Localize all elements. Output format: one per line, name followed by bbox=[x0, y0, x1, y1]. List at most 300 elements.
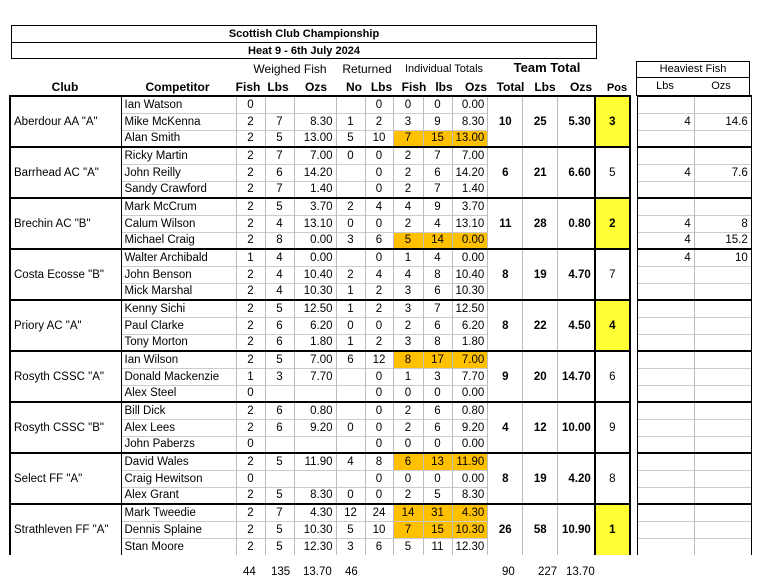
spacer-cell bbox=[630, 368, 638, 385]
header-lbs: Lbs bbox=[267, 80, 289, 94]
individual-fish: 2 bbox=[393, 215, 423, 232]
team-total-ozs: 5.30 bbox=[558, 96, 595, 147]
individual-ozs: 11.90 bbox=[452, 453, 488, 470]
total-lbs: 135 bbox=[271, 566, 291, 578]
individual-fish: 14 bbox=[393, 504, 423, 521]
competitor-name: Ricky Martin bbox=[121, 147, 236, 164]
heaviest-fish-lbs bbox=[637, 521, 694, 538]
team-total-ozs: 4.70 bbox=[558, 249, 595, 300]
spacer-cell bbox=[630, 96, 638, 113]
individual-ozs: 12.50 bbox=[452, 300, 488, 317]
weighed-ozs: 12.30 bbox=[294, 538, 336, 555]
heaviest-fish-ozs: 14.6 bbox=[694, 113, 751, 130]
heaviest-fish-lbs: 4 bbox=[637, 215, 694, 232]
weighed-ozs: 7.00 bbox=[294, 351, 336, 368]
table-row bbox=[10, 351, 751, 368]
individual-fish: 3 bbox=[393, 113, 423, 130]
returned-no: 4 bbox=[336, 453, 365, 470]
weighed-fish: 0 bbox=[236, 436, 265, 453]
heaviest-fish-lbs: 4 bbox=[637, 249, 694, 266]
table-row bbox=[10, 147, 751, 164]
table-row bbox=[10, 402, 751, 419]
weighed-ozs: 7.00 bbox=[294, 147, 336, 164]
heaviest-fish-ozs bbox=[694, 283, 751, 300]
weighed-lbs: 5 bbox=[265, 538, 294, 555]
header-ind-fish: Fish bbox=[401, 80, 427, 94]
individual-fish: 5 bbox=[393, 538, 423, 555]
returned-lbs: 2 bbox=[365, 283, 393, 300]
returned-no bbox=[336, 249, 365, 266]
team-position: 1 bbox=[595, 504, 630, 555]
header-weighed-fish: Weighed Fish bbox=[253, 62, 327, 76]
team-total-lbs: 19 bbox=[523, 453, 558, 504]
weighed-ozs: 8.30 bbox=[294, 113, 336, 130]
table-row bbox=[10, 368, 751, 385]
weighed-lbs: 6 bbox=[265, 317, 294, 334]
weighed-fish: 2 bbox=[236, 351, 265, 368]
heaviest-fish-ozs bbox=[694, 402, 751, 419]
heaviest-fish-ozs bbox=[694, 147, 751, 164]
heaviest-fish-ozs: 10 bbox=[694, 249, 751, 266]
weighed-ozs: 8.30 bbox=[294, 487, 336, 504]
weighed-lbs: 3 bbox=[265, 368, 294, 385]
returned-lbs: 0 bbox=[365, 487, 393, 504]
weighed-ozs: 10.30 bbox=[294, 521, 336, 538]
weighed-ozs bbox=[294, 470, 336, 487]
team-total-ozs: 0.80 bbox=[558, 198, 595, 249]
spacer-cell bbox=[630, 198, 638, 215]
weighed-fish: 2 bbox=[236, 487, 265, 504]
heaviest-fish-ozs bbox=[694, 317, 751, 334]
individual-fish: 5 bbox=[393, 232, 423, 249]
individual-ozs: 8.30 bbox=[452, 487, 488, 504]
heaviest-fish-title: Heaviest Fish bbox=[637, 62, 749, 78]
returned-lbs: 2 bbox=[365, 113, 393, 130]
total-team-count: 90 bbox=[502, 566, 515, 578]
weighed-fish: 2 bbox=[236, 147, 265, 164]
returned-lbs: 6 bbox=[365, 538, 393, 555]
heaviest-fish-ozs bbox=[694, 504, 751, 521]
weighed-lbs: 6 bbox=[265, 419, 294, 436]
team-total-lbs: 21 bbox=[523, 147, 558, 198]
heaviest-fish-lbs bbox=[637, 317, 694, 334]
individual-ozs: 7.00 bbox=[452, 147, 488, 164]
spacer-cell bbox=[630, 504, 638, 521]
heaviest-fish-lbs bbox=[637, 436, 694, 453]
header-individual-totals: Individual Totals bbox=[404, 63, 484, 75]
heaviest-fish-ozs bbox=[694, 96, 751, 113]
weighed-lbs: 7 bbox=[265, 147, 294, 164]
table-row bbox=[10, 164, 751, 181]
individual-ozs: 1.80 bbox=[452, 334, 488, 351]
returned-no: 5 bbox=[336, 130, 365, 147]
weighed-lbs: 5 bbox=[265, 487, 294, 504]
competitor-name: Alex Lees bbox=[121, 419, 236, 436]
heaviest-fish-ozs bbox=[694, 453, 751, 470]
competitor-name: Alex Steel bbox=[121, 385, 236, 402]
results-table bbox=[9, 95, 752, 555]
competitor-name: Mark McCrum bbox=[121, 198, 236, 215]
club-name: Select FF "A" bbox=[10, 453, 121, 504]
header-team-ozs: Ozs bbox=[569, 80, 592, 94]
club-name: Priory AC "A" bbox=[10, 300, 121, 351]
individual-lbs: 6 bbox=[423, 402, 452, 419]
individual-fish: 2 bbox=[393, 147, 423, 164]
returned-no: 2 bbox=[336, 266, 365, 283]
header-fish: Fish bbox=[235, 80, 261, 94]
returned-lbs: 0 bbox=[365, 215, 393, 232]
individual-fish: 0 bbox=[393, 385, 423, 402]
individual-fish: 3 bbox=[393, 300, 423, 317]
individual-ozs: 9.20 bbox=[452, 419, 488, 436]
individual-fish: 1 bbox=[393, 368, 423, 385]
heaviest-fish-lbs bbox=[637, 419, 694, 436]
spacer-cell bbox=[630, 130, 638, 147]
individual-lbs: 4 bbox=[423, 249, 452, 266]
individual-ozs: 0.00 bbox=[452, 470, 488, 487]
heaviest-fish-lbs: 4 bbox=[637, 232, 694, 249]
spacer-cell bbox=[630, 232, 638, 249]
total-returned-no: 46 bbox=[345, 566, 358, 578]
table-row bbox=[10, 504, 751, 521]
weighed-fish: 2 bbox=[236, 419, 265, 436]
returned-lbs: 0 bbox=[365, 317, 393, 334]
team-total-count: 4 bbox=[488, 402, 523, 453]
weighed-fish: 2 bbox=[236, 317, 265, 334]
returned-lbs: 6 bbox=[365, 232, 393, 249]
spacer-cell bbox=[630, 521, 638, 538]
weighed-fish: 0 bbox=[236, 96, 265, 113]
individual-fish: 2 bbox=[393, 487, 423, 504]
returned-no: 0 bbox=[336, 215, 365, 232]
header-ind-lbs: lbs bbox=[435, 80, 453, 94]
heaviest-fish-lbs bbox=[637, 266, 694, 283]
returned-lbs: 0 bbox=[365, 419, 393, 436]
individual-ozs: 12.30 bbox=[452, 538, 488, 555]
individual-lbs: 7 bbox=[423, 300, 452, 317]
weighed-lbs: 7 bbox=[265, 504, 294, 521]
spacer-cell bbox=[630, 249, 638, 266]
individual-lbs: 9 bbox=[423, 198, 452, 215]
individual-lbs: 7 bbox=[423, 147, 452, 164]
weighed-ozs: 4.30 bbox=[294, 504, 336, 521]
returned-lbs: 0 bbox=[365, 164, 393, 181]
returned-lbs: 4 bbox=[365, 266, 393, 283]
table-row bbox=[10, 436, 751, 453]
competitor-name: Michael Craig bbox=[121, 232, 236, 249]
team-total-ozs: 14.70 bbox=[558, 351, 595, 402]
competitor-name: Dennis Splaine bbox=[121, 521, 236, 538]
weighed-fish: 0 bbox=[236, 385, 265, 402]
individual-fish: 0 bbox=[393, 436, 423, 453]
heaviest-fish-lbs bbox=[637, 283, 694, 300]
individual-fish: 8 bbox=[393, 351, 423, 368]
weighed-fish: 2 bbox=[236, 232, 265, 249]
club-name: Rosyth CSSC "B" bbox=[10, 402, 121, 453]
heaviest-fish-header bbox=[636, 61, 750, 96]
heaviest-fish-lbs bbox=[637, 198, 694, 215]
spacer-cell bbox=[630, 453, 638, 470]
heaviest-fish-lbs bbox=[637, 487, 694, 504]
heaviest-ozs-header: Ozs bbox=[711, 80, 731, 92]
weighed-fish: 2 bbox=[236, 334, 265, 351]
individual-ozs: 13.00 bbox=[452, 130, 488, 147]
weighed-fish: 2 bbox=[236, 266, 265, 283]
individual-ozs: 4.30 bbox=[452, 504, 488, 521]
individual-fish: 2 bbox=[393, 181, 423, 198]
individual-fish: 3 bbox=[393, 283, 423, 300]
weighed-fish: 2 bbox=[236, 504, 265, 521]
spacer-cell bbox=[630, 419, 638, 436]
club-name: Costa Ecosse "B" bbox=[10, 249, 121, 300]
team-total-lbs: 12 bbox=[523, 402, 558, 453]
table-row bbox=[10, 385, 751, 402]
individual-ozs: 7.00 bbox=[452, 351, 488, 368]
returned-no: 1 bbox=[336, 113, 365, 130]
heaviest-fish-ozs bbox=[694, 368, 751, 385]
spacer-cell bbox=[630, 164, 638, 181]
total-fish: 44 bbox=[243, 566, 256, 578]
competitor-name: Mick Marshal bbox=[121, 283, 236, 300]
individual-lbs: 14 bbox=[423, 232, 452, 249]
returned-lbs: 10 bbox=[365, 521, 393, 538]
total-ozs: 13.70 bbox=[303, 566, 332, 578]
weighed-fish: 2 bbox=[236, 130, 265, 147]
weighed-ozs: 0.00 bbox=[294, 249, 336, 266]
spacer-cell bbox=[630, 300, 638, 317]
sheet-title: Scottish Club Championship bbox=[11, 25, 597, 43]
returned-lbs: 0 bbox=[365, 470, 393, 487]
total-team-lbs: 227 bbox=[538, 566, 558, 578]
header-competitor: Competitor bbox=[145, 80, 210, 94]
heaviest-fish-ozs bbox=[694, 436, 751, 453]
returned-lbs: 0 bbox=[365, 402, 393, 419]
competitor-name: David Wales bbox=[121, 453, 236, 470]
header-team-lbs: Lbs bbox=[534, 80, 556, 94]
heaviest-fish-lbs bbox=[637, 351, 694, 368]
weighed-fish: 2 bbox=[236, 181, 265, 198]
individual-ozs: 14.20 bbox=[452, 164, 488, 181]
returned-no bbox=[336, 368, 365, 385]
weighed-lbs: 5 bbox=[265, 130, 294, 147]
individual-lbs: 6 bbox=[423, 419, 452, 436]
heaviest-fish-ozs bbox=[694, 385, 751, 402]
returned-no bbox=[336, 402, 365, 419]
competitor-name: John Paberzs bbox=[121, 436, 236, 453]
spacer-cell bbox=[630, 283, 638, 300]
weighed-fish: 2 bbox=[236, 521, 265, 538]
table-row bbox=[10, 215, 751, 232]
heaviest-fish-ozs: 7.6 bbox=[694, 164, 751, 181]
individual-fish: 7 bbox=[393, 521, 423, 538]
weighed-lbs: 5 bbox=[265, 351, 294, 368]
individual-lbs: 7 bbox=[423, 181, 452, 198]
individual-lbs: 0 bbox=[423, 96, 452, 113]
returned-lbs: 0 bbox=[365, 147, 393, 164]
team-total-count: 11 bbox=[488, 198, 523, 249]
weighed-ozs: 0.80 bbox=[294, 402, 336, 419]
spacer-cell bbox=[630, 470, 638, 487]
header-returned: Returned bbox=[342, 62, 392, 76]
individual-lbs: 0 bbox=[423, 385, 452, 402]
competitor-name: Calum Wilson bbox=[121, 215, 236, 232]
weighed-lbs bbox=[265, 470, 294, 487]
header-returned-no: No bbox=[346, 80, 362, 94]
table-row bbox=[10, 300, 751, 317]
individual-lbs: 31 bbox=[423, 504, 452, 521]
club-name: Brechin AC "B" bbox=[10, 198, 121, 249]
team-total-count: 8 bbox=[488, 300, 523, 351]
individual-ozs: 10.30 bbox=[452, 283, 488, 300]
team-total-ozs: 4.20 bbox=[558, 453, 595, 504]
heaviest-fish-ozs: 8 bbox=[694, 215, 751, 232]
individual-lbs: 6 bbox=[423, 283, 452, 300]
club-name: Aberdour AA "A" bbox=[10, 96, 121, 147]
header-pos: Pos bbox=[606, 82, 628, 94]
weighed-lbs: 7 bbox=[265, 181, 294, 198]
weighed-ozs bbox=[294, 436, 336, 453]
club-name: Rosyth CSSC "A" bbox=[10, 351, 121, 402]
table-row bbox=[10, 181, 751, 198]
weighed-fish: 2 bbox=[236, 215, 265, 232]
team-total-ozs: 10.00 bbox=[558, 402, 595, 453]
returned-no: 5 bbox=[336, 521, 365, 538]
table-row bbox=[10, 317, 751, 334]
individual-lbs: 6 bbox=[423, 317, 452, 334]
competitor-name: Kenny Sichi bbox=[121, 300, 236, 317]
weighed-lbs: 6 bbox=[265, 334, 294, 351]
weighed-ozs: 14.20 bbox=[294, 164, 336, 181]
competitor-name: Alex Grant bbox=[121, 487, 236, 504]
team-total-count: 8 bbox=[488, 249, 523, 300]
returned-lbs: 0 bbox=[365, 385, 393, 402]
weighed-fish: 2 bbox=[236, 300, 265, 317]
individual-lbs: 8 bbox=[423, 334, 452, 351]
returned-lbs: 2 bbox=[365, 300, 393, 317]
competitor-name: Stan Moore bbox=[121, 538, 236, 555]
heaviest-fish-lbs bbox=[637, 402, 694, 419]
heaviest-fish-lbs: 4 bbox=[637, 113, 694, 130]
individual-ozs: 0.00 bbox=[452, 436, 488, 453]
heaviest-fish-lbs: 4 bbox=[637, 164, 694, 181]
heaviest-fish-lbs bbox=[637, 538, 694, 555]
individual-lbs: 15 bbox=[423, 130, 452, 147]
heaviest-fish-ozs bbox=[694, 487, 751, 504]
table-row bbox=[10, 419, 751, 436]
returned-lbs: 0 bbox=[365, 181, 393, 198]
team-position: 6 bbox=[595, 351, 630, 402]
table-row bbox=[10, 232, 751, 249]
competitor-name: Ian Wilson bbox=[121, 351, 236, 368]
weighed-fish: 1 bbox=[236, 368, 265, 385]
weighed-lbs bbox=[265, 96, 294, 113]
weighed-ozs: 12.50 bbox=[294, 300, 336, 317]
returned-no: 0 bbox=[336, 487, 365, 504]
table-row bbox=[10, 334, 751, 351]
team-position: 7 bbox=[595, 249, 630, 300]
team-position: 2 bbox=[595, 198, 630, 249]
table-row bbox=[10, 130, 751, 147]
weighed-ozs: 9.20 bbox=[294, 419, 336, 436]
heaviest-fish-lbs bbox=[637, 385, 694, 402]
team-total-ozs: 10.90 bbox=[558, 504, 595, 555]
weighed-ozs: 0.00 bbox=[294, 232, 336, 249]
heaviest-lbs-header: Lbs bbox=[656, 80, 674, 92]
individual-lbs: 0 bbox=[423, 436, 452, 453]
heaviest-fish-ozs bbox=[694, 521, 751, 538]
club-name: Barrhead AC "A" bbox=[10, 147, 121, 198]
returned-no: 1 bbox=[336, 334, 365, 351]
table-row bbox=[10, 266, 751, 283]
table-row bbox=[10, 249, 751, 266]
table-row bbox=[10, 487, 751, 504]
returned-lbs: 0 bbox=[365, 96, 393, 113]
individual-lbs: 3 bbox=[423, 368, 452, 385]
returned-no bbox=[336, 470, 365, 487]
spacer-cell bbox=[630, 351, 638, 368]
team-position: 4 bbox=[595, 300, 630, 351]
individual-fish: 2 bbox=[393, 402, 423, 419]
individual-ozs: 8.30 bbox=[452, 113, 488, 130]
spacer-cell bbox=[630, 317, 638, 334]
individual-fish: 2 bbox=[393, 317, 423, 334]
team-total-count: 10 bbox=[488, 96, 523, 147]
individual-ozs: 6.20 bbox=[452, 317, 488, 334]
individual-lbs: 5 bbox=[423, 487, 452, 504]
weighed-ozs: 13.00 bbox=[294, 130, 336, 147]
table-row bbox=[10, 96, 751, 113]
spacer-cell bbox=[630, 487, 638, 504]
weighed-fish: 2 bbox=[236, 198, 265, 215]
returned-no: 3 bbox=[336, 538, 365, 555]
weighed-lbs: 4 bbox=[265, 283, 294, 300]
heaviest-fish-lbs bbox=[637, 470, 694, 487]
individual-ozs: 1.40 bbox=[452, 181, 488, 198]
weighed-lbs bbox=[265, 385, 294, 402]
team-total-lbs: 58 bbox=[523, 504, 558, 555]
spacer-cell bbox=[630, 113, 638, 130]
heaviest-fish-ozs bbox=[694, 538, 751, 555]
weighed-fish: 2 bbox=[236, 538, 265, 555]
individual-ozs: 0.00 bbox=[452, 385, 488, 402]
table-row bbox=[10, 453, 751, 470]
team-position: 9 bbox=[595, 402, 630, 453]
table-row bbox=[10, 521, 751, 538]
weighed-lbs: 8 bbox=[265, 232, 294, 249]
returned-lbs: 4 bbox=[365, 198, 393, 215]
weighed-lbs: 6 bbox=[265, 164, 294, 181]
weighed-ozs: 11.90 bbox=[294, 453, 336, 470]
heaviest-fish-ozs bbox=[694, 419, 751, 436]
individual-lbs: 13 bbox=[423, 453, 452, 470]
team-total-count: 8 bbox=[488, 453, 523, 504]
club-name: Strathleven FF "A" bbox=[10, 504, 121, 555]
weighed-ozs: 6.20 bbox=[294, 317, 336, 334]
team-total-lbs: 19 bbox=[523, 249, 558, 300]
team-total-lbs: 25 bbox=[523, 96, 558, 147]
team-position: 8 bbox=[595, 453, 630, 504]
individual-fish: 0 bbox=[393, 470, 423, 487]
returned-no: 3 bbox=[336, 232, 365, 249]
weighed-fish: 2 bbox=[236, 453, 265, 470]
spacer-cell bbox=[630, 334, 638, 351]
individual-lbs: 9 bbox=[423, 113, 452, 130]
individual-ozs: 13.10 bbox=[452, 215, 488, 232]
heaviest-fish-lbs bbox=[637, 300, 694, 317]
weighed-fish: 0 bbox=[236, 470, 265, 487]
individual-fish: 4 bbox=[393, 198, 423, 215]
weighed-fish: 2 bbox=[236, 402, 265, 419]
